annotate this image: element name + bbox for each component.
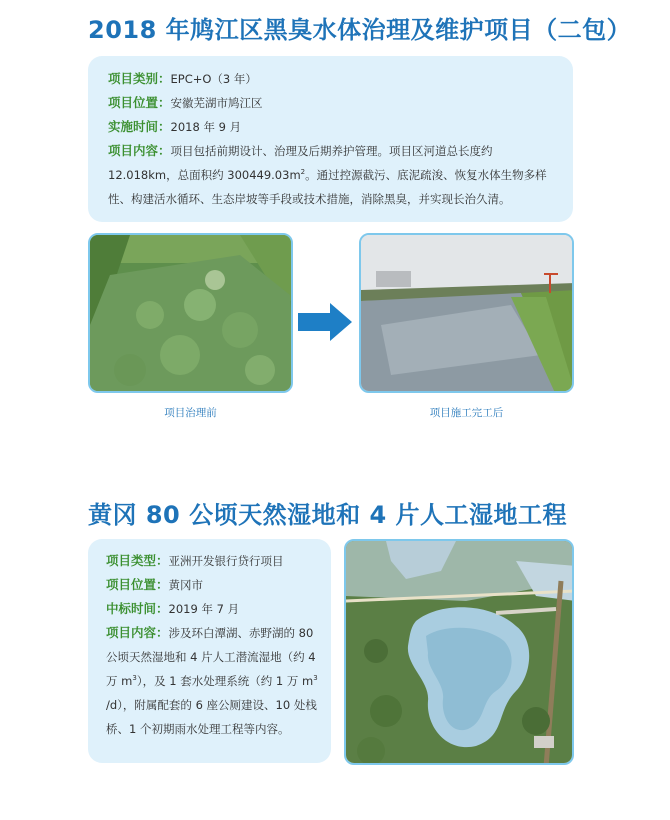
wetland-aerial-image (346, 541, 574, 765)
location-value: 黄冈市 (168, 578, 204, 592)
polluted-river-image (90, 235, 293, 393)
content-value-b: ），及 1 套水处理系统（约 1 万 m (136, 674, 314, 688)
project1-content-row (108, 139, 557, 211)
arrow-right-icon (298, 300, 354, 344)
project1-date-row (108, 115, 557, 139)
content-label: 项目内容： (108, 143, 171, 158)
type-label: 项目类型： (106, 553, 169, 568)
after-construction-photo (359, 233, 574, 393)
after-caption: 项目施工完工后 (429, 407, 504, 419)
project2-type-row (106, 549, 319, 573)
content-value-b: 。通过控源截污、底泥疏浚、恢复水体生物多样性、构建活水循环、生态岸坡等手段或技术措施，消除黑臭，并实现长治久清。 (108, 168, 547, 206)
before-caption: 项目治理前 (164, 407, 217, 419)
date-label: 实施时间： (108, 119, 171, 134)
wetland-model-photo (344, 539, 574, 765)
location-label: 项目位置： (108, 95, 171, 110)
before-treatment-photo (88, 233, 293, 393)
project2-date-row (106, 597, 319, 621)
content-sup-b: 3 (313, 674, 318, 683)
type-value: 亚洲开发银行贷行项目 (168, 554, 284, 568)
content-value-a: 涉及环白潭湖、赤野湖的 80 公顷天然湿地和 4 片人工潜流湿地（约 4 万 m (106, 626, 316, 688)
project2-location-row (106, 573, 319, 597)
type-label: 项目类别： (108, 71, 171, 86)
project2-info-card (88, 539, 331, 763)
clean-river-image (361, 235, 574, 393)
content-sup: 2 (300, 168, 306, 177)
location-value: 安徽芜湖市鸠江区 (170, 96, 263, 110)
date-value: 2018 年 9 月 (170, 120, 242, 134)
content-value-c: /d），附属配套的 6 座公厕建设、10 处栈桥、1 个初期雨水处理工程等内容。 (106, 698, 317, 736)
project1-info-card (88, 56, 573, 222)
project1-location-row (108, 91, 557, 115)
content-sup-a: 3 (132, 674, 137, 683)
project1-type-row (108, 67, 557, 91)
project2-content-row (106, 621, 319, 741)
content-label: 项目内容： (106, 625, 169, 640)
type-value: EPC+O（3 年） (170, 72, 257, 86)
content-value-a: 项目包括前期设计、治理及后期养护管理。项目区河道总长度约 12.018km，总面积约 300449.03m (108, 144, 493, 182)
date-value: 2019 年 7 月 (168, 602, 240, 616)
date-label: 中标时间： (106, 601, 169, 616)
project1-title: 2018 年鸠江区黑臭水体治理及维护项目（二包） (88, 16, 632, 44)
location-label: 项目位置： (106, 577, 169, 592)
project2-title: 黄冈 80 公顷天然湿地和 4 片人工湿地工程 (88, 501, 568, 529)
